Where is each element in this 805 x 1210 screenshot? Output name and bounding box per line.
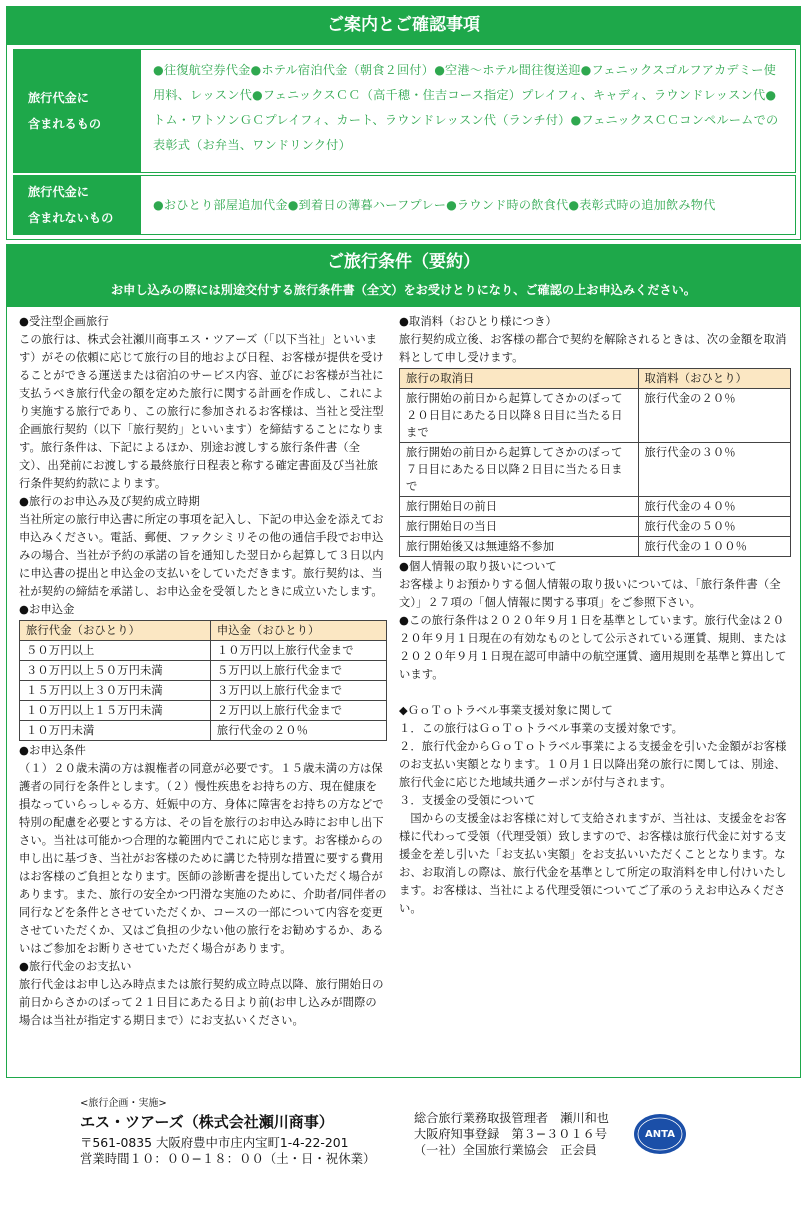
table-cell: 旅行代金の５０％ [638,517,791,537]
heading-goto: ◆ＧｏＴｏトラベル事業支援対象に関して [399,704,613,717]
conditions-title: ご旅行条件（要約） [327,252,480,272]
heading-payment: ●旅行代金のお支払い [19,960,132,973]
table-cell: １０万円未満 [20,721,211,741]
text-conditions: （１）２０歳未満の方は親権者の同意が必要です。１５歳未満の方は保護者の同行を条件とします。（２）慢性疾患をお持ちの方、現在健康を損なっていらっしゃる方、妊娠中の方、身体に障害をお持ちの方などで特別の配慮を必要とする方は、その旨を旅行のお申込み時にお申し出下さい。当社は可能かつ合理的な範囲内でこれに応じます。お客様からの申し出に基づき、当社がお客様のために講じた特別な措置に要する費用はお客様のご負担となります。医師の診断書を提出していただく場合があります。また、旅行の安全かつ円滑な実施のために、介助者/同伴者の同行などを条件とさせていただくか、コースの一部について内容を変更させていただくか、又はご負担の少ない他の旅行をお勧めするか、あるいはご参加をお断りさせていただく場合があります。 [19,762,387,955]
text-privacy: お客様よりお預かりする個人情報の取り扱いについては、「旅行条件書（全文）」２７項の「個人情報に関する事項」をご参照下さい。 [399,578,781,609]
table-cell: ２万円以上旅行代金まで [210,701,386,721]
table-cell: 旅行開始日の当日 [400,517,639,537]
table-cell: 旅行代金の２０％ [638,389,791,443]
table-row [400,389,791,443]
terms-right-column [399,313,791,918]
included-box [6,44,801,240]
heading-conditions: ●お申込条件 [19,744,86,757]
table-row [400,537,791,557]
heading-deposit: ●お申込金 [19,603,75,616]
excluded-text: ●おひとり部屋追加代金●到着日の薄暮ハーフプレー●ラウンド時の飲食代●表彰式時の追加飲み物代 [153,197,716,212]
table-cell: ３０万円以上５０万円未満 [20,661,211,681]
excluded-label [14,176,141,234]
excluded-label-line2: 含まれないもの [28,211,114,225]
logo-text: ANTA [645,1129,675,1140]
heading-order-type: ●受注型企画旅行 [19,315,109,328]
table-cell: ５０万円以上 [20,641,211,661]
excluded-row [13,175,796,235]
text-goto-2: ２．旅行代金からＧｏＴｏトラベル事業による支援金を引いた金額がお客様のお支払い実額となります。１０月１日以降出発の旅行に関しては、別途、旅行代金に応じた地域共通クーポンが付与されます。 [399,740,787,789]
table-header-row [400,369,791,389]
text-cancellation: 旅行契約成立後、お客様の都合で契約を解除されるときは、次の金額を取消料として申し受けます。 [399,333,787,364]
table-cell: 旅行開始の前日から起算してさかのぼって２０日目にあたる日以降８日目に当たる日まで [400,389,639,443]
table-cell: ３万円以上旅行代金まで [210,681,386,701]
text-application: 当社所定の旅行申込書に所定の事項を記入し、下記の申込金を添えてお申込みください。電話、郵便、ファクシミリその他の通信手段でお申込みの場合、当社が予約の承諾の旨を通知した翌日から起算して３日以内に申込書の提出と申込金の支払いをしていただきます。旅行契約は、当社が契約の締結を承諾し、お申込金を受領したときに成立いたします。 [19,513,384,598]
table-row [20,661,387,681]
planner-label: <旅行企画・実施> [80,1098,167,1109]
anta-logo-icon [633,1113,687,1155]
text-goto-3: ３．支援金の受領について [399,794,536,807]
text-payment: 旅行代金はお申し込み時点または旅行契約成立時点以降、旅行開始日の前日からさかのぼって２１日目にあたる日より前(お申し込みが間際の場合は当社が指定する期日まで）にお支払いください。 [19,978,384,1027]
business-hours: 営業時間１０：００−１８：００（土・日・祝休業） [80,1151,376,1166]
deposit-table [19,620,387,741]
excluded-label-line1: 旅行代金に [28,185,89,199]
heading-privacy: ●個人情報の取り扱いについて [399,560,557,573]
license-info [414,1110,609,1158]
conditions-subtitle: お申し込みの際には別途交付する旅行条件書（全文）をお受けとりになり、ご確認の上お申込みください。 [111,283,696,297]
terms-left-column [19,313,387,1030]
table-cell: １５万円以上３０万円未満 [20,681,211,701]
table-cell: ５万円以上旅行代金まで [210,661,386,681]
included-row [13,49,796,173]
included-label-line1: 旅行代金に [28,91,89,105]
table-cell: 旅行開始日の前日 [400,497,639,517]
text-order-type: この旅行は、株式会社瀬川商事エス・ツアーズ（「以下当社」といいます）がその依頼に応じて旅行の目的地および日程、お客様が提供を受けることができる運送または宿泊のサービス内容、並びにお客様が当社に支払うべき旅行代金の額を定めた旅行に関する計画を作成し、これにより実施する旅行であり、この旅行に参加されるお客様は、当社と受注型企画旅行契約（以下「旅行契約」といいます）を締結することになります。旅行条件は、下記によるほか、別途お渡しする旅行条件書（全文）、出発前にお渡しする最終旅行日程表と称する確定書面及び当社旅行条件契約約款によります。 [19,333,384,490]
included-label [14,50,141,172]
table-row [20,721,387,741]
manager-name: 総合旅行業務取扱管理者 瀬川和也 [414,1111,609,1125]
spacer [399,684,791,702]
table-row [20,681,387,701]
heading-application: ●旅行のお申込み及び契約成立時期 [19,495,200,508]
table-row [400,517,791,537]
heading-cancellation: ●取消料（おひとり様につき） [399,315,557,328]
table-row [400,497,791,517]
registration-number: 大阪府知事登録 第３−３０１６号 [414,1127,608,1141]
section-title-info: ご案内とご確認事項 [6,6,801,44]
table-cell: 旅行代金の４０％ [638,497,791,517]
table-cell: 旅行代金の１００％ [638,537,791,557]
table-cell: 旅行代金の２０％ [210,721,386,741]
table-cell: １０万円以上旅行代金まで [210,641,386,661]
table-cell: 旅行開始後又は無連絡不参加 [400,537,639,557]
table-cell: 旅行開始の前日から起算してさかのぼって７日目にあたる日以降２日目に当たる日まで [400,443,639,497]
text-base-date: ●この旅行条件は２０２０年９月１日を基準としています。旅行代金は２０２０年９月１日現在の有効なものとして公示されている運賃、規則、または２０２０年９月１日現在認可申請中の航空運賃、適用規則を基準と算出しています。 [399,614,787,681]
section-title-conditions [6,244,801,306]
table-cell: 旅行代金の３０％ [638,443,791,497]
text-goto-1: １．この旅行はＧｏＴｏトラベル事業の支援対象です。 [399,722,684,735]
table-row [20,701,387,721]
table-header: 申込金（おひとり） [210,621,386,641]
table-header: 取消料（おひとり） [638,369,791,389]
cancellation-table [399,368,791,557]
table-row [20,641,387,661]
table-header: 旅行の取消日 [400,369,639,389]
association-membership: （一社）全国旅行業協会 正会員 [414,1143,597,1157]
text-goto-4: 国からの支援金はお客様に対して支給されますが、当社は、支援金をお客様に代わって受領（代理受領）致しますので、お客様は旅行代金に対する支援金を差し引いた「お支払い実額」をお支払いいただくこととなります。なお、お取消しの際は、旅行代金を基準として所定の取消料を申し付けいたします。お客様は、当社による代理受領についてご了承のうえお申込みください。 [399,812,787,915]
terms-box [6,306,801,1078]
table-header-row [20,621,387,641]
table-cell: １０万円以上１５万円未満 [20,701,211,721]
table-row [400,443,791,497]
table-header: 旅行代金（おひとり） [20,621,211,641]
company-address: 〒561-0835 大阪府豊中市庄内宝町1-4-22-201 [80,1135,349,1150]
included-text: ●往復航空券代金●ホテル宿泊代金（朝食２回付）●空港～ホテル間往復送迎●フェニックスゴルフアカデミー使用料、レッスン代●フェニックスＣＣ（高千穂・住吉コース指定）プレイフィ、キャディ、ラウンドレッスン代●トム・ワトソンＧＣプレイフィ、カート、ラウンドレッスン代（ランチ付）●フェニックスＣＣコンペルームでの表彰式（お弁当、ワンドリンク付） [153,63,779,152]
footer [0,1078,805,1210]
company-name: エス・ツアーズ（株式会社瀬川商事） [80,1113,334,1131]
included-label-line2: 含まれるもの [28,117,102,131]
